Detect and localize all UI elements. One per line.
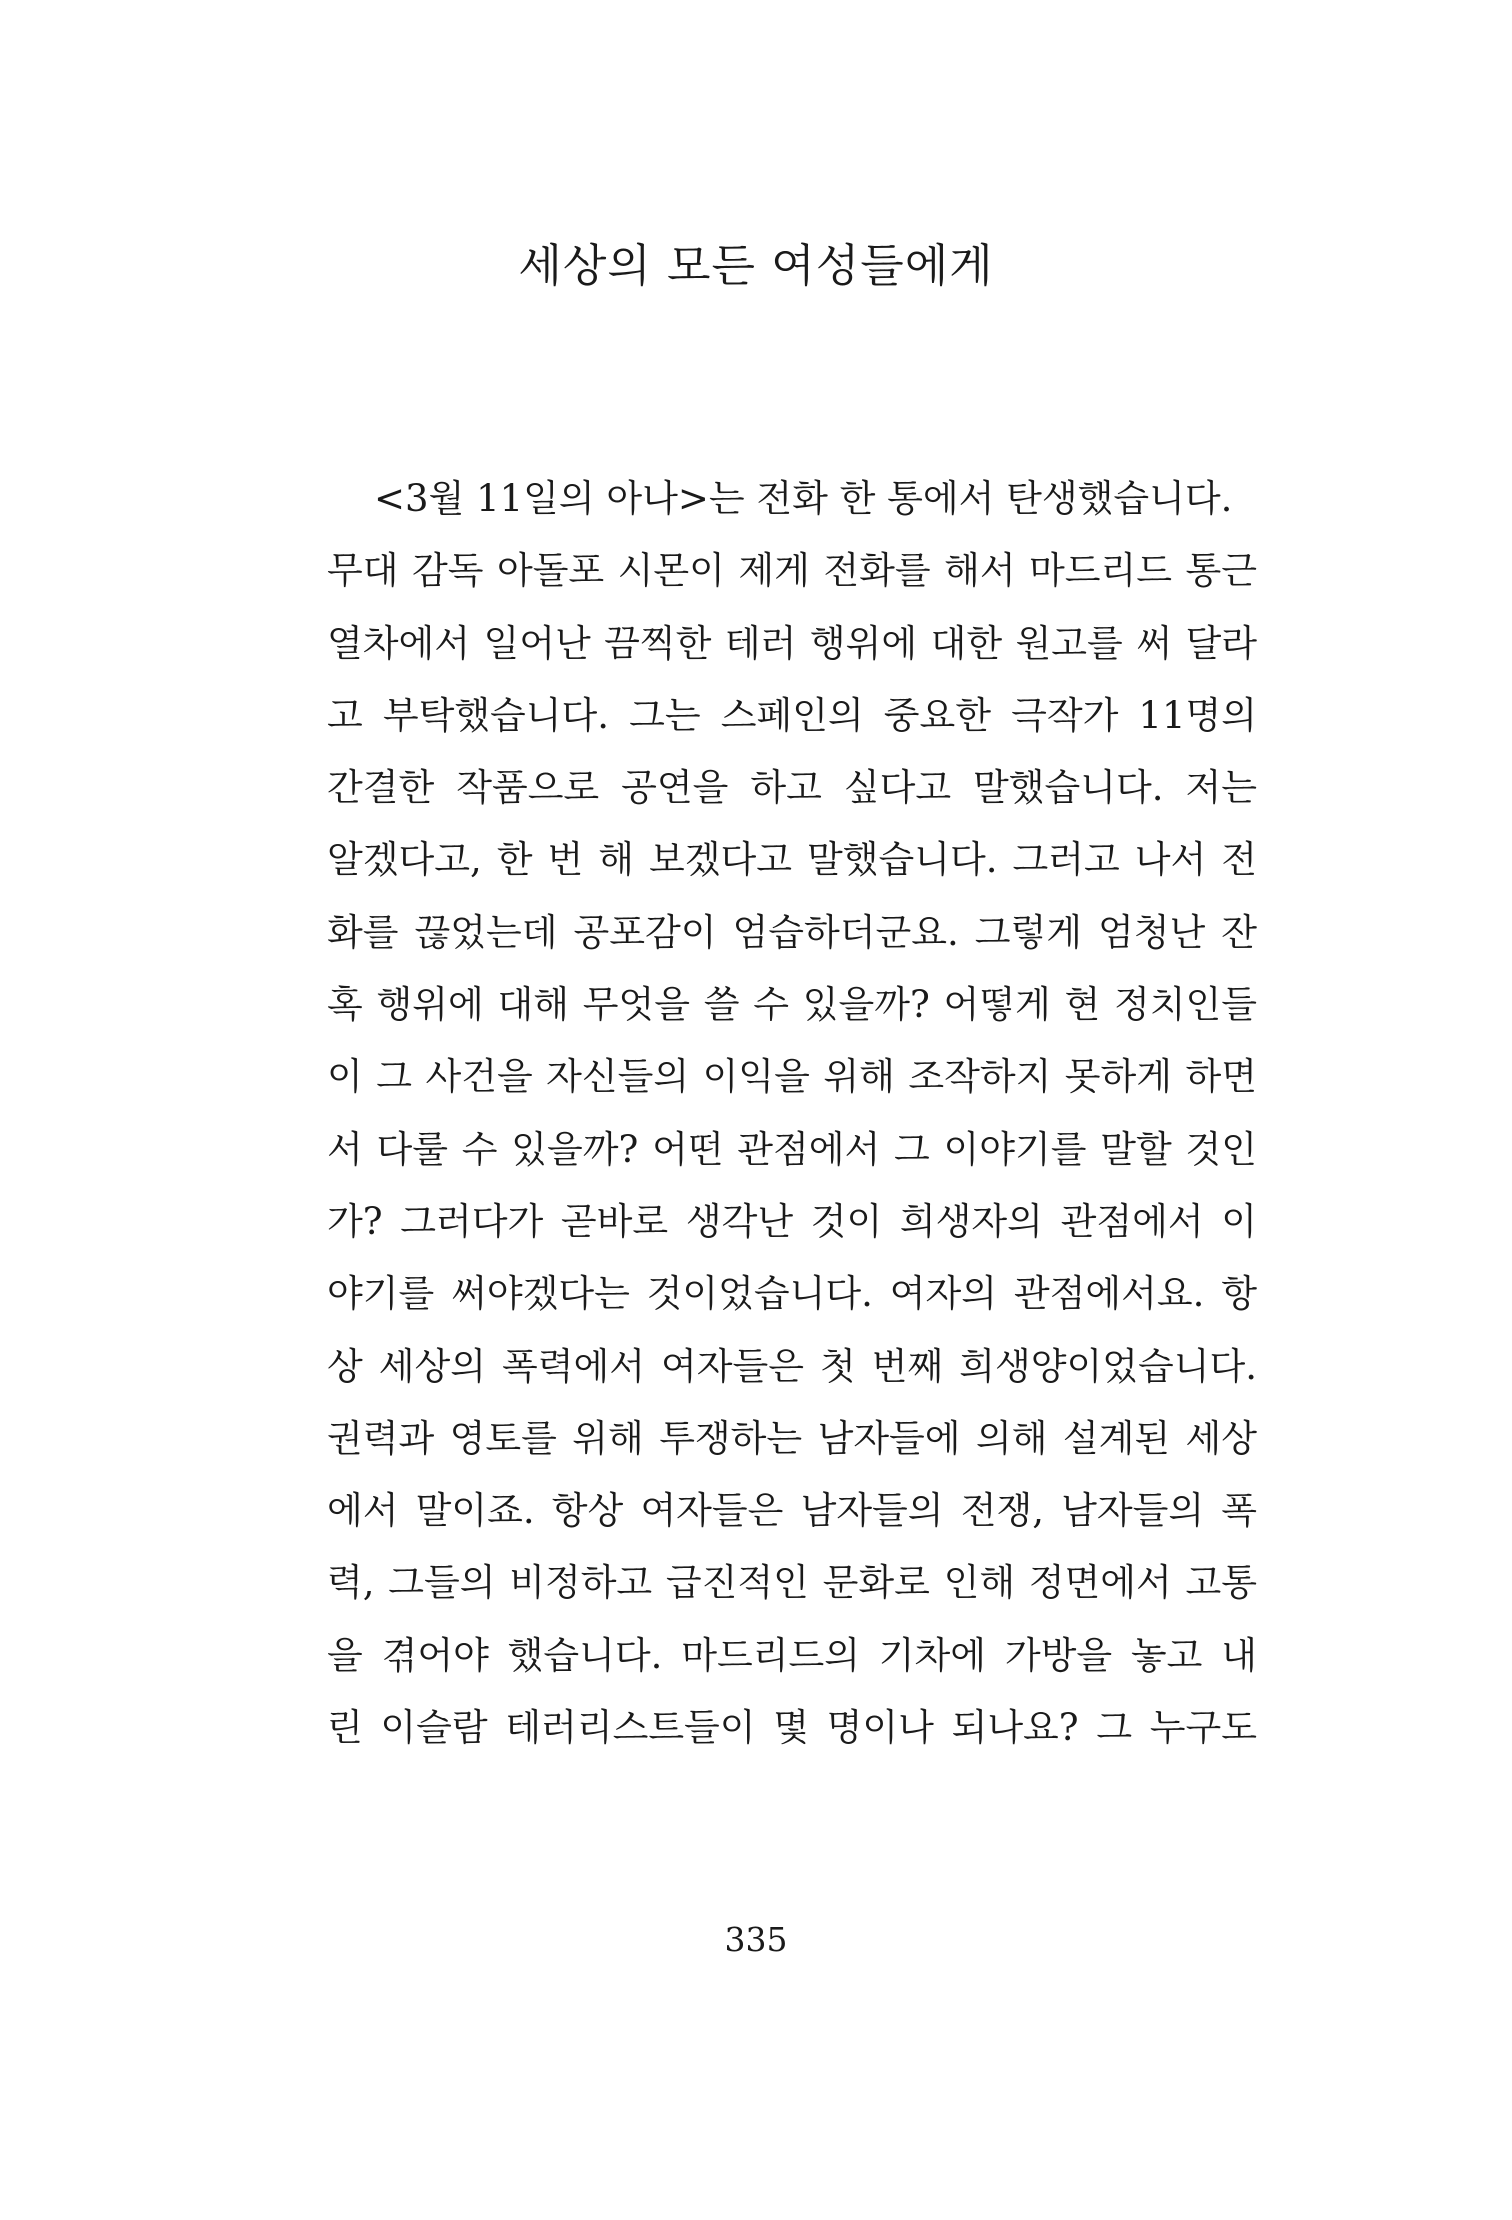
chapter-title: 세상의 모든 여성들에게	[518, 239, 994, 292]
text-line: 무대 감독 아돌포 시몬이 제게 전화를 해서 마드리드 통근	[327, 549, 1257, 593]
text-line: 가? 그러다가 곧바로 생각난 것이 희생자의 관점에서 이	[327, 1199, 1257, 1243]
text-line: 혹 행위에 대해 무엇을 쓸 수 있을까? 어떻게 현 정치인들	[327, 983, 1257, 1027]
text-line: 간결한 작품으로 공연을 하고 싶다고 말했습니다. 저는	[327, 766, 1257, 810]
text-line: 권력과 영토를 위해 투쟁하는 남자들에 의해 설계된 세상	[327, 1416, 1257, 1460]
text-line: 을 겪어야 했습니다. 마드리드의 기차에 가방을 놓고 내	[327, 1633, 1257, 1677]
text-line: 열차에서 일어난 끔찍한 테러 행위에 대한 원고를 써 달라	[327, 621, 1257, 665]
text-line: 상 세상의 폭력에서 여자들은 첫 번째 희생양이었습니다.	[327, 1344, 1257, 1388]
text-line: 이 그 사건을 자신들의 이익을 위해 조작하지 못하게 하면	[327, 1055, 1257, 1099]
text-line: 력, 그들의 비정하고 급진적인 문화로 인해 정면에서 고통	[327, 1561, 1257, 1605]
text-line: 화를 끊었는데 공포감이 엄습하더군요. 그렇게 엄청난 잔	[327, 910, 1257, 954]
text-line: 야기를 써야겠다는 것이었습니다. 여자의 관점에서요. 항	[327, 1272, 1257, 1316]
text-line: 서 다룰 수 있을까? 어떤 관점에서 그 이야기를 말할 것인	[327, 1127, 1257, 1171]
text-line: <3월 11일의 아나>는 전화 한 통에서 탄생했습니다.	[327, 477, 1233, 520]
text-line: 고 부탁했습니다. 그는 스페인의 중요한 극작가 11명의	[327, 693, 1257, 737]
page-number: 335	[724, 1920, 788, 1959]
text-line: 린 이슬람 테러리스트들이 몇 명이나 되나요? 그 누구도	[327, 1706, 1257, 1750]
text-line: 알겠다고, 한 번 해 보겠다고 말했습니다. 그러고 나서 전	[327, 838, 1257, 882]
body-text	[327, 471, 1257, 1772]
text-line: 에서 말이죠. 항상 여자들은 남자들의 전쟁, 남자들의 폭	[327, 1489, 1257, 1533]
